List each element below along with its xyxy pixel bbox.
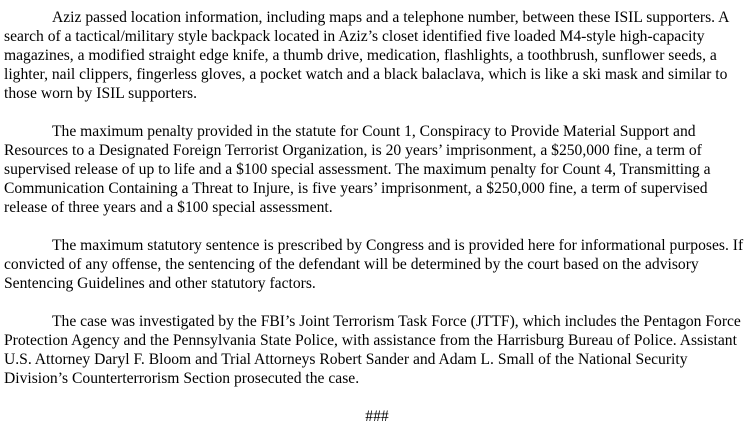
- press-release-body: [4, 8, 750, 426]
- paragraph-investigation: The case was investigated by the FBI’s Joint Terrorism Task Force (JTTF), which includes the Pentagon Force Protection Agency and the Pennsylvania State Police, with assistance from the Harrisburg Bureau of Police. Assistant U.S. Attorney Daryl F. Bloom and Trial Attorneys Robert Sander and Adam L. Small of the National Security Division’s Counterterrorism Section prosecuted the case.: [4, 313, 741, 387]
- end-of-release-mark: ###: [365, 408, 389, 425]
- paragraph-backpack-search: Aziz passed location information, including maps and a telephone number, between these ISIL supporters. A search of a tactical/military style backpack located in Aziz’s closet identified five loaded M4-style high-capacity magazines, a modified straight edge knife, a thumb drive, medication, flashlights, a toothbrush, sunflower seeds, a lighter, nail clippers, fingerless gloves, a pocket watch and a black balaclava, which is like a ski mask and similar to those worn by ISIL supporters.: [4, 9, 729, 102]
- paragraph-maximum-penalty: The maximum penalty provided in the statute for Count 1, Conspiracy to Provide Material Support and Resources to a Designated Foreign Terrorist Organization, is 20 years’ imprisonment, a $250,000 fine, a term of supervised release of up to life and a $100 special assessment. The maximum penalty for Count 4, Transmitting a Communication Containing a Threat to Injure, is five years’ imprisonment, a $250,000 fine, a term of supervised release of three years and a $100 special assessment.: [4, 123, 711, 216]
- paragraph-statutory-sentence: The maximum statutory sentence is prescribed by Congress and is provided here for informational purposes. If convicted of any offense, the sentencing of the defendant will be determined by the court based on the advisory Sentencing Guidelines and other statutory factors.: [4, 237, 744, 292]
